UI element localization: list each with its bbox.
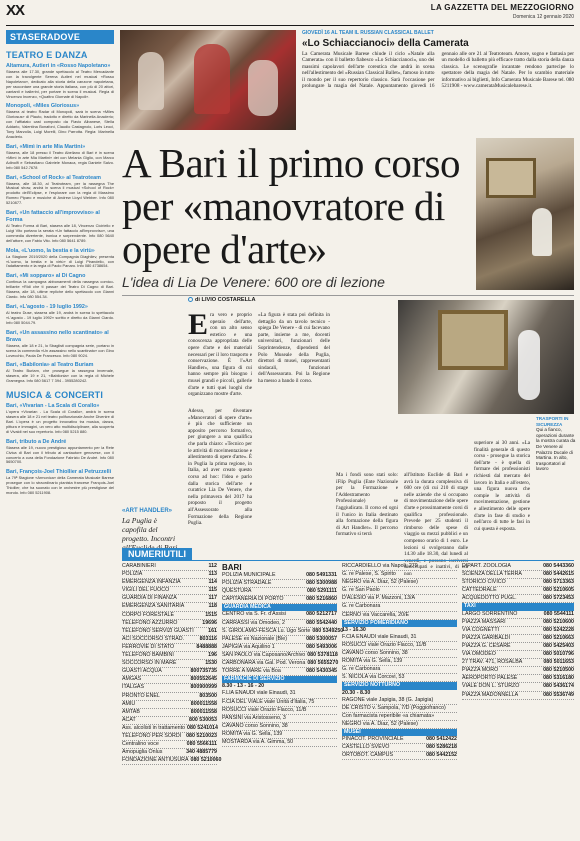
number-label: POLIZIA (122, 571, 143, 578)
number-row (462, 579, 574, 587)
number-row (122, 571, 217, 579)
event-item (6, 403, 114, 435)
article-col-2: Adesso, per diventare «Manovratori di opere d'arte» è più che sufficiente un apposito percorso formativo, per giungere a una qualifica che parla chiaro: «Tecnico per le attività di movimentazione e allestimento di opere d'arte». È in Puglia la prima regione, in Italia, ad aver creato questo corso ad hoc: l'idea e parlo dalla storica dell'arte e curatrice Lia De Venere, che nella primavera del 2017 ha proposto il progetto all'Assessorato alla Formazione della Regione Puglia. (188, 408, 252, 527)
number-row (342, 736, 457, 744)
drop-cap: E (188, 308, 209, 341)
number-value: 118 (208, 603, 217, 610)
number-label: SAN PAOLO via Caposano/Archivo (222, 651, 306, 658)
number-row (462, 651, 574, 659)
musei-title: MUSEI (342, 729, 457, 736)
number-row (462, 571, 574, 579)
number-row (122, 741, 217, 749)
number-label: VIA OMODEO (462, 651, 496, 658)
number-row (122, 652, 217, 660)
number-label: CORPO FORESTALE (122, 611, 174, 618)
number-value: 080 5412422 (426, 736, 457, 743)
pharmacy-row: ROMITA via G. Sella, 139 (342, 658, 457, 666)
top-article (302, 30, 574, 130)
number-label: PIAZZA MASSARI (462, 618, 506, 625)
number-row (122, 717, 217, 725)
event-item (6, 175, 114, 207)
number-label: PIAZZA G. CESARE (462, 642, 511, 649)
numeri-utili-heading: NUMERIUTILI (122, 548, 192, 560)
number-row (222, 636, 337, 644)
event-title: Bari, «Un fattaccio all'improvviso» al Forma (6, 210, 100, 224)
number-row (122, 676, 217, 684)
number-value: 080 5210663 (543, 634, 574, 641)
number-row (122, 709, 217, 717)
number-label: GUARDIA DI FINANZA (122, 595, 177, 602)
event-item (6, 103, 114, 139)
number-row (122, 620, 217, 628)
number-row (462, 619, 574, 627)
number-row (462, 635, 574, 643)
number-value: 080 5378118 (307, 651, 338, 658)
number-row (462, 667, 574, 675)
number-label: FERROVIE DI STATO (122, 643, 175, 650)
number-value: 080 5542440 (306, 619, 337, 626)
event-title: Bari, «L'agosto - 19 luglio 1992» (6, 304, 88, 310)
number-value: 080 5300988 (306, 580, 337, 587)
number-label: CARBONARA via Gal. Pod. Verona (222, 660, 306, 667)
pharmacy-row: ROMITA via G. Sella, 139 (222, 731, 337, 739)
event-title: Bari, «Un assassino nello scantinato» al Brava (6, 329, 109, 343)
number-row (222, 588, 337, 596)
pharmacy-row: CAVANO corso Sonnino, 38 (342, 650, 457, 658)
event-title: Bari, «School of Rock» al Teatroteam (6, 174, 101, 181)
number-row (122, 636, 217, 644)
number-value: 113 (208, 571, 217, 578)
number-value: 800552645 (190, 676, 217, 683)
number-value: 800900999 (190, 684, 217, 691)
farmacie-title: FARMACIE DI SERVIZIO (222, 676, 337, 683)
number-row (122, 693, 217, 701)
event-title: Bari, «Babilonia» al Teatro Buriam (6, 362, 94, 369)
number-value: 080 5212717 (306, 611, 337, 618)
number-label: PALESE ex Nazionale (Ble) (222, 635, 287, 642)
number-label: S. GIROLAMO-FESCA Lu. Ugo Sorte (222, 627, 311, 634)
number-value: 080 5291111 (306, 588, 337, 595)
number-label: ACQUEDOTTO PUGL. (462, 595, 517, 602)
number-label: CATTEDRALE (462, 587, 497, 594)
photo-caption (536, 416, 576, 472)
number-row (222, 660, 337, 668)
music-heading: MUSICA & CONCERTI (6, 390, 104, 401)
caption-text: Qui a fianco, operazioni durante la mostra curata da De Venere al Palazzo Ducale di Martina. In alto, trasportatori al lavoro (536, 427, 576, 472)
number-value: 080 5286218 (426, 744, 457, 751)
pull-quote (122, 508, 182, 552)
number-value: 114 (208, 579, 217, 586)
event-item (6, 362, 114, 384)
numbers-col-2 (222, 563, 344, 747)
number-label: Ass. alcolisti in trattamento (122, 724, 185, 731)
pharmacy-row: F.LIA ENAUDI viale Einaudi, 31 (222, 690, 337, 698)
pin-icon (188, 297, 193, 302)
number-value: 117 (208, 595, 217, 602)
art-handler-photo (398, 300, 574, 414)
event-text: Stasera, alle 18.30, al Teatroteam, per la rassegna The Musical show, andrà in scena il musical «School of Rock» prodotto dell'Eclipse, e l'esplorare con la regia di Massimo Romeo Piparo e musiche di Andrew Lloyd Webber. Info 080 5210877. (6, 180, 114, 206)
number-label: JAPIGIA via Aquilino 1 (222, 643, 275, 650)
number-value: 080 5210023 (186, 732, 217, 739)
number-value: 080 5536749 (543, 691, 574, 698)
number-label: POLIZIA STRADALE (222, 580, 272, 587)
numbers-col-1 (122, 563, 222, 765)
notturno-title: SERVIZIO NOTTURNO (342, 682, 457, 689)
number-row (122, 701, 217, 709)
pharmacy-row: F.CIA ENAUDI viale Einaudi, 31 (342, 634, 457, 642)
number-label: POLIZIA MUNICIPALE (222, 572, 276, 578)
pomeridiano-title: SERVIZIO POMERIDIANO (342, 620, 457, 627)
notturno-hours: 20.30 - 8.30 (342, 689, 371, 696)
pharmacy-row: Con farmacista reperibile «a chiamata» (342, 713, 457, 721)
number-label: VIA COGNETTI (462, 626, 500, 633)
number-value: 080 5425403 (543, 642, 574, 649)
number-label: TELEFONO BAMBINI (122, 652, 174, 659)
article-col-6: superiore ai 30 anni. «La finalità generale di questo corso - prosegue la storica dell'arte - è quella di formare dei professionisti richiesti dal mercato del lavoro in Italia e all'estero, una figura nuova che compie le attività di movimentazione, gestione e allestimento delle opere d'arte in fase di studio e nell'arco di tutte le fasi in cui questa è esposta. (474, 440, 530, 532)
number-label: ACAT (122, 716, 136, 723)
number-label: Amopuglia Onlus (122, 749, 163, 756)
main-subtitle: L'idea di Lia De Venere: 600 ore di lezione (122, 274, 385, 290)
number-label: EMERGENZA SANITARIA (122, 603, 185, 610)
number-label: CENTRO via S. Fr. d'Assisi (222, 611, 286, 618)
number-value: 080 5566111 (186, 741, 217, 748)
event-text: Stasera, alle 18 presso il Teatro Abeliano di Bari è in scena «Mimì in arte Mia Martini» dei con Melania Giglio, con Marco Adinolfi e Sebastiano Gabriele Monaca, regia Daniele Salvo. Info 080 542.7678 (6, 149, 114, 170)
pharmacy-row: DE CRISTO v. Sampola, 7/D (Poggiofranco) (342, 705, 457, 713)
event-item (6, 304, 114, 326)
number-row (222, 620, 337, 628)
number-label: ITALGAS (122, 684, 144, 691)
number-value: 803116 (199, 635, 217, 642)
number-label: EMERGENZA INFANZIA (122, 579, 181, 586)
pharmacy-row: NEGRO via A. Diaz, 52 (Palese) (342, 721, 457, 729)
top-article-title: «Lo Schiaccianoci» della Camerata (302, 38, 469, 49)
number-row (122, 587, 217, 595)
number-row (122, 579, 217, 587)
number-row (122, 749, 217, 757)
ballet-photo (120, 30, 296, 130)
event-title: Monopoli, «Miles Gloriosus» (6, 103, 80, 110)
event-item (6, 273, 114, 300)
taxi-title: TAXI (462, 603, 574, 610)
number-value: 1515 (205, 611, 217, 618)
theatre-events-list (6, 63, 114, 384)
number-label: CASTELLO SVEVO (342, 744, 390, 751)
byline-text: di LIVIO COSTARELLA (195, 297, 256, 303)
number-label: ACI SOCCORSO STRAD. (122, 635, 185, 642)
page-number: XX (6, 2, 25, 19)
number-row (122, 612, 217, 620)
number-label: SOCCORSO IN MARE (122, 660, 177, 667)
number-label: PIAZZA GARIBALDI (462, 634, 510, 641)
number-row (222, 668, 337, 676)
number-value: 080 5210600 (543, 618, 574, 625)
pharmacy-row: MOSTARDA via A. Gimma, 50 (222, 739, 337, 747)
article-col-3: «La figura è stata poi definita in dettaglio da un tavolo tecnico - spiega De Venere - di cui facevano parte, insieme a me, docenti universitari, funzionari delle Soprintendenze, dipendenti del Polo Museale della Puglia, direttori di musei, rappresentanti sindacali, funzionari dell'Assessorato. Poi la Regione ha messo a bando il corso. (258, 312, 330, 384)
event-text: La Stagione 2019/2020 della Compagnia Diaghilev, presenta «L'uomo, la bestia e la virtù» di Luigi Pirandello, con l'adattamento e la regia di Paolo Panaro. Info 080 4738654. (6, 253, 114, 269)
number-value: 080 5491331 (306, 572, 337, 578)
number-value: 080 5216860 (306, 596, 337, 603)
numbers-col-3 (342, 563, 457, 760)
number-label: LARGO SORRENTINO (462, 610, 518, 617)
section-tag: STASERADOVE (6, 30, 114, 44)
number-label: CARABINIERI (122, 563, 156, 569)
number-value: 080 5430345 (306, 668, 337, 675)
number-value: 800735735 (190, 668, 217, 675)
event-title: Bari, «Vivarian - La Scala di Corallo» (6, 403, 100, 410)
number-row (222, 572, 337, 580)
number-label: TORRE A MARE via Boa (222, 668, 281, 675)
event-title: Bari, «Mi sopparo» al Di Cagno (6, 273, 86, 280)
pomeridiano-hours: 13 - 16.30 (342, 626, 366, 633)
music-events-list (6, 403, 114, 496)
number-row (122, 595, 217, 603)
page-header (6, 2, 574, 26)
number-value: 196 (208, 652, 217, 659)
number-row (462, 659, 574, 667)
number-value: 080 5316180 (543, 675, 574, 682)
number-label: VIALE DON L. STURZO (462, 683, 520, 690)
number-value: 080 5713363 (543, 579, 574, 586)
number-row (122, 563, 217, 571)
pharmacy-row: CAVANO corso Sonnino, 38 (222, 723, 337, 731)
number-label: AMGAS (122, 676, 142, 683)
number-row (462, 692, 574, 700)
number-label: TELEFONO SERVIZI GUASTI (122, 627, 194, 634)
number-label: 27 TRAV. 471, ROSALBA (462, 659, 523, 666)
event-text: Stasera alle 19, nuovo prestigioso appuntamento per la Rete Civica di Bari con il tributo al cantautore genovese, con il concerto a cura della Fondazione Fabrizio De André. Info 080 5650700. (6, 444, 114, 465)
number-row (462, 683, 574, 691)
number-row (222, 596, 337, 604)
number-value: 8488888 (196, 643, 217, 650)
col1-text: ra vero e proprio operaio dell'arte, con un alto senso estetico e una conoscenza appropriata delle opere d'arte e dei materiali necessari per il loro trasporto e conservazione. È l'«Art Handler», una figura di cui hanno sempre più bisogno i musei grandi e piccoli, gallerie d'arte e tutti quei luoghi che organizzano mostre d'arte. (188, 312, 252, 398)
pharmacy-row: G. re San Paolo (342, 587, 457, 595)
number-label: SCIENZA DELLA TERRA (462, 571, 522, 578)
number-label: DIPART. ZOOLOGIA (462, 563, 511, 569)
pharmacy-row: G. re Carbonara (342, 666, 457, 674)
number-value: 800011558 (190, 700, 217, 707)
number-value: 080 5349250 (312, 627, 344, 634)
article-col-4: Ma i fondi sono stati solo: iFlip Puglia (Ente Nazionale per la Formazione e l'Addestramento Professionale) se l'aggiudicato. Il corso ed ogni il l'unico in Italia destinato alla formazione della figura di Art Handler». Il percorso formativo si terrà (336, 472, 398, 538)
number-label: AMTAB (122, 708, 140, 715)
number-value: 800011558 (190, 708, 217, 715)
number-value: 1530 (205, 660, 217, 667)
event-text: Al teatro Duse, stasera alle 19, andrà in scena lo spettacolo «L'agosto - 19 luglio 1992» scritto e diretto da Gianni Ciardo. Info 080 5044.79. (6, 310, 114, 325)
number-row (122, 603, 217, 611)
number-row (122, 668, 217, 676)
number-row (222, 580, 337, 588)
event-item (6, 439, 114, 466)
number-label: QUESTURA (222, 588, 252, 595)
event-text: Stasera al teatro Radar di Monopoli, sarà in scena «Miles Gloriosus» di Plauto, tradotto e diretto da Marinella Anaclerio; con l'affiatato cast composto da Flavio Albanese, Stella Addario, Valentina Bonafoni, Claudio Castagnolo, Loris Leoci, Tony Marzolla, Luigi Morelli, Dino Parrotta. Regia: Marinella Anaclerio. (6, 109, 114, 139)
number-row (222, 627, 344, 636)
number-label: Centralino voce (122, 741, 159, 748)
number-row (462, 595, 574, 603)
number-value: 803500 (199, 692, 217, 699)
number-value: 800 530053 (189, 716, 217, 723)
number-label: TELEFONO AZZURRO (122, 619, 178, 626)
pharmacy-row: CERNO via Vaccarella, 20/E (342, 612, 457, 620)
number-value: 161 (208, 627, 217, 634)
number-row (342, 744, 457, 752)
numbers-col-4 (462, 563, 574, 700)
number-row (122, 757, 222, 765)
event-item (6, 248, 114, 270)
event-item (6, 210, 114, 244)
number-label: TELEFONO PER SORDI (122, 732, 182, 739)
number-label: GUASTI ACQUA (122, 668, 162, 675)
number-row (122, 628, 217, 636)
number-value: 080 5655270 (307, 660, 339, 667)
number-row (462, 611, 574, 619)
number-value: 080 5210500 (543, 667, 574, 674)
event-title: Altamura, Autieri in «Rosso Napoletano» (6, 63, 111, 69)
event-title: Mola, «L'uomo, la bestia e la virtù» (6, 247, 95, 254)
masthead: LA GAZZETTA DEL MEZZOGIORNO (430, 3, 574, 12)
number-value: 080 5436174 (543, 683, 574, 690)
event-item (6, 469, 114, 496)
pull-kicker: «ART HANDLER» (122, 508, 173, 514)
artwork-photo (476, 138, 574, 290)
number-label: PIAZZA MADONNELLA (462, 691, 519, 698)
pharmacy-row: NEGRO via A. Diaz, 52 (Palese) (342, 579, 457, 587)
number-row (222, 652, 337, 660)
number-row (122, 660, 217, 668)
event-title: Bari, François-Joel Thiollier al Petruzzelli (6, 469, 112, 476)
pharmacy-row: D'ALESIO via P. Mazzoni, 13/A (342, 595, 457, 603)
top-article-kicker: GIOVEDÌ 16 AL TEAM IL RUSSIAN CLASSICAL BALLET (302, 30, 434, 36)
number-value: 080 5210605 (543, 587, 574, 594)
event-title: Bari, tributo a De André (6, 438, 67, 445)
event-text: La 79ª Stagione «Armonica» della Camerata Musicale Barese prosegue con lo straordinario pianista francese François-Joel Thiollier, che ha suonato con le orchestre più prestigiose del mondo. Info 080 5211908. (6, 475, 114, 496)
number-value: 112 (208, 563, 217, 569)
number-label: VIGILI DEL FUOCO (122, 587, 170, 594)
event-item (6, 330, 114, 359)
pull-text: La Puglia è capofila del progetto. Incontri (122, 516, 176, 543)
number-row (222, 611, 337, 619)
number-label: ORTOBOT. CAMPUS (342, 752, 394, 759)
guardia-medica-title: GUARDIA MEDICA (222, 604, 337, 611)
number-row (122, 725, 217, 733)
number-row (122, 684, 217, 692)
issue-date: Domenica 12 gennaio 2020 (512, 14, 574, 20)
number-value: 080 5210060 (190, 757, 222, 764)
number-label: CARRASSI via Omodeo, 2 (222, 619, 285, 626)
pharmacy-row: RAGONE viale Japigia, 38 (G. Japigia) (342, 697, 457, 705)
number-value: 080 5544111 (543, 610, 574, 617)
number-label: FONDAZIONE ANTIUSURA (122, 757, 189, 764)
events-column (6, 30, 114, 837)
event-item (6, 144, 114, 171)
main-headline: A Bari il primo corso per «manovratore di opere d'arte» (122, 140, 460, 272)
event-text: Stasera, alle 18 e 21, lo Sbaglisti compagnia serie, portano in scena la commedia «Un assassino nello scantinato» con Gino Lovecchio, Paola De Francesco. Info 080 9024. (6, 342, 114, 358)
caption-kicker: TRASPORTI IN SICUREZZA (536, 416, 569, 427)
pharmacy-row: PANSINI via Aristosseno, 3 (222, 715, 337, 723)
event-text: Stasera alle 17.30, grande spettacolo al Teatro Mercadante con la travolgente Serena Autieri nel musical «Rosso Napoletano», dedicato alla storia della canzone napoletana, per raccontare una grande storia italiana, con più di 20 attori, cantanti e ballerini, per portare in scena il musical. Regia di Vincenzo Incenzo, «Quattro Giornate di Napoli». (6, 69, 114, 99)
number-row (122, 733, 217, 741)
event-title: Bari, «Mimì in arte Mia Martini» (6, 143, 86, 150)
event-text: L'opera «Vivarian - La Scala di Corallo», andrà in scena stasera alle 18 e 21 nel teatro polifunzionale Anche Divenire di Bari. L'opera è un progetto innovativo tra musica, danza, pittura e immagini, un vero atto multidisciplinare, alla scoperta di Vivaldi nel suo repertorio. Info 080 5215 880. (6, 409, 114, 434)
number-value: 080 5442152 (426, 752, 457, 759)
article-col-1 (188, 308, 252, 398)
number-value: 080 5723453 (543, 595, 574, 602)
number-value: 080 5493006 (306, 643, 337, 650)
pharmacy-row: ROSUCCI viale Orazio Flacco, 11/B (222, 707, 337, 715)
pharmacy-row: ROSUCCI viale Orazio Flacco, 11/B (342, 642, 457, 650)
number-label: AEROPORTO PALESE (462, 675, 518, 682)
number-value: 115 (208, 587, 217, 594)
number-value: 080 5300057 (306, 635, 337, 642)
number-label: CAPITANERIA DI PORTO (222, 596, 284, 603)
pharmacy-row: S. NICOLA via Corcovi, 53 (342, 674, 457, 682)
number-value: 340 4885779 (186, 749, 217, 756)
event-text: Continua la campagna abbonamenti della rassegna comico-brillante «Ridi che ti passa» del Teatro Di Cagno di Bari. Stasera, alle 18, ultime repliche dello spettacolo con Gianni Ciardo. Info 080 554.34. (6, 279, 114, 300)
number-row (462, 587, 574, 595)
number-row (462, 563, 574, 571)
number-label: AMIU (122, 700, 136, 707)
byline (188, 297, 256, 303)
number-value: 080 5241014 (187, 724, 218, 731)
pharmacy-row: RICCARDIELLO via Napoli, 279 (342, 563, 457, 571)
number-row (342, 752, 457, 760)
number-row (462, 675, 574, 683)
number-label: PRONTO ENEL (122, 692, 160, 699)
farmacie-hours: 8.30 - 13 - 16 - 20 (222, 683, 265, 690)
theatre-heading: TEATRO E DANZA (6, 50, 88, 60)
number-value: 080 5242228 (543, 626, 574, 633)
event-text: Al Teatro Forma di Bari, stasera alle 18, Vincenzo Ciciriello e Luigi Vito portano la serata «Un fattaccio all'improvviso», una commedia divertente, ironica e sorprendente. Info 080 5640 dell'attore, con Fabio Vito. Info 080 5641 8789. (6, 223, 114, 243)
number-label: PINACOT. PROVINCIALE (342, 736, 404, 743)
number-row (462, 627, 574, 635)
pharmacy-row: F.CIA DEL VIALE viale Unità d'Italia, 75 (222, 699, 337, 707)
event-item (6, 63, 114, 99)
number-value: 080 5443360 (543, 563, 574, 569)
event-text: Al Teatro Buriam, che prosegue la rassegna invernale, stasera, alle 19 e 21, «Babilonia» con la regia di Michele Gramegna. Info 080 5617 7 394 - 3955280242. (6, 368, 114, 384)
pharmacy-row: G. re Carbonara (342, 603, 457, 611)
number-label: STORICO CIVICO (462, 579, 506, 586)
bari-title: BARI (222, 563, 242, 572)
number-label: PIAZZA MORO (462, 667, 499, 674)
number-value: 19696 (202, 619, 217, 626)
number-row (122, 644, 217, 652)
pharmacy-row: G. re Palese, S. Spirito (342, 571, 457, 579)
article-col-5: all'Istituto Euclide di Bari e avrà la durata complessiva di 600 ore (di cui 210 di stage nelle aziende che si occupano di movimentazione delle opere d'arte e prossimamente corsi di qualifica professionale. Prevede per 25 studenti il rimborso delle spese di viaggio su mezzi pubblici e un compenso orario di 1 euro. Le lezioni si svolgeranno dalle 14.30 alle 18.30, dal lunedì al venerdì, e possono iscriversi disoccupati e inattivi, di età non (404, 472, 468, 577)
top-article-text: La Camerata Musicale Barese chiude il ciclo «Natale alla Camerata» con il balletto fiabesco «Lo Schiaccianoci», uno dei massimi capolavori dell'arte coreutica che andrà in scena nell'allestimento del «Russian Classical Ballet», famoso in tutto il mondo per il suo repertorio classico. Sarà l'occasione per prolungare la magia del Natale. Appuntamento giovedì 16 gennaio alle ore 21 al Teatroteam. Amore, sogno e fantasia per un modello di balletto più efficace tratto dalla storia della danza classica. Le scenografie incantate rendono partecipe lo spettatore della magia del Natale. Per lo scambio materiale informativo ai biglietti, Info Camerata Musicale Barese tel. 080 5211908 - www.camerataMusicalebarese.it. (302, 51, 574, 90)
number-value: 080 5011653 (543, 659, 574, 666)
number-value: 080 5442615 (543, 571, 574, 578)
number-row (222, 644, 337, 652)
number-row (462, 643, 574, 651)
number-value: 080 5010796 (543, 651, 574, 658)
